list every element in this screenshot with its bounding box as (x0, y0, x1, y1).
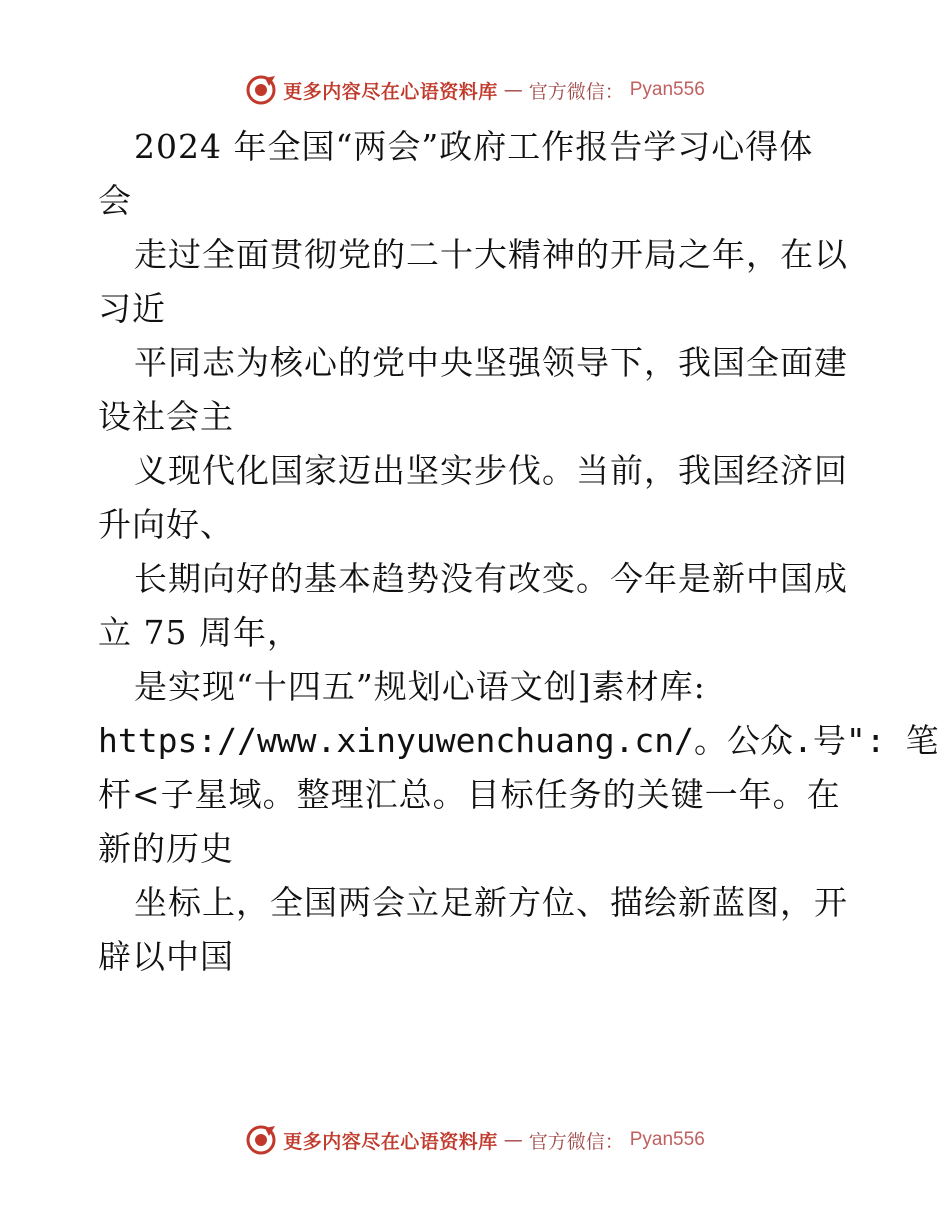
doc-line: 是实现“十四五”规划心语文创]素材库: (134, 667, 706, 706)
wechat-id: Pyan556 (629, 1129, 705, 1150)
footer-banner (0, 1120, 950, 1160)
document-body (98, 120, 939, 984)
doc-line: 坐标上，全国两会立足新方位、描绘新蓝图，开 (134, 883, 848, 922)
brand-logo-icon (245, 74, 277, 106)
header-banner (0, 70, 950, 110)
doc-line: 走过全面贯彻党的二十大精神的开局之年，在以 (134, 235, 848, 274)
doc-line: 会 (98, 181, 132, 220)
doc-line: 立 75 周年， (98, 613, 301, 652)
brand-logo-icon (245, 1124, 277, 1156)
doc-line: 义现代化国家迈出坚实步伐。当前，我国经济回 (134, 451, 848, 490)
doc-line: 2024 年全国“两会”政府工作报告学习心得体 (134, 127, 814, 166)
doc-line-url: https://www.xinyuwenchuang.cn/。公众.号": 笔 (98, 721, 939, 760)
doc-line: 辟以中国 (98, 937, 234, 976)
doc-line: 设社会主 (98, 397, 234, 436)
doc-line: 升向好、 (98, 505, 234, 544)
brand-text: 更多内容尽在心语资料库 (283, 1130, 498, 1153)
wechat-label: 官方微信： (528, 80, 624, 103)
doc-line: 平同志为核心的党中央坚强领导下，我国全面建 (134, 343, 848, 382)
banner-separator: — (503, 1129, 523, 1151)
brand-text: 更多内容尽在心语资料库 (283, 80, 498, 103)
doc-line: 杆<子星域。整理汇总。目标任务的关键一年。在 (98, 775, 841, 814)
wechat-label: 官方微信： (528, 1130, 624, 1153)
doc-line: 长期向好的基本趋势没有改变。今年是新中国成 (134, 559, 848, 598)
banner-separator: — (503, 79, 523, 101)
wechat-id: Pyan556 (629, 79, 705, 100)
doc-line: 新的历史 (98, 829, 234, 868)
doc-line: 习近 (98, 289, 166, 328)
